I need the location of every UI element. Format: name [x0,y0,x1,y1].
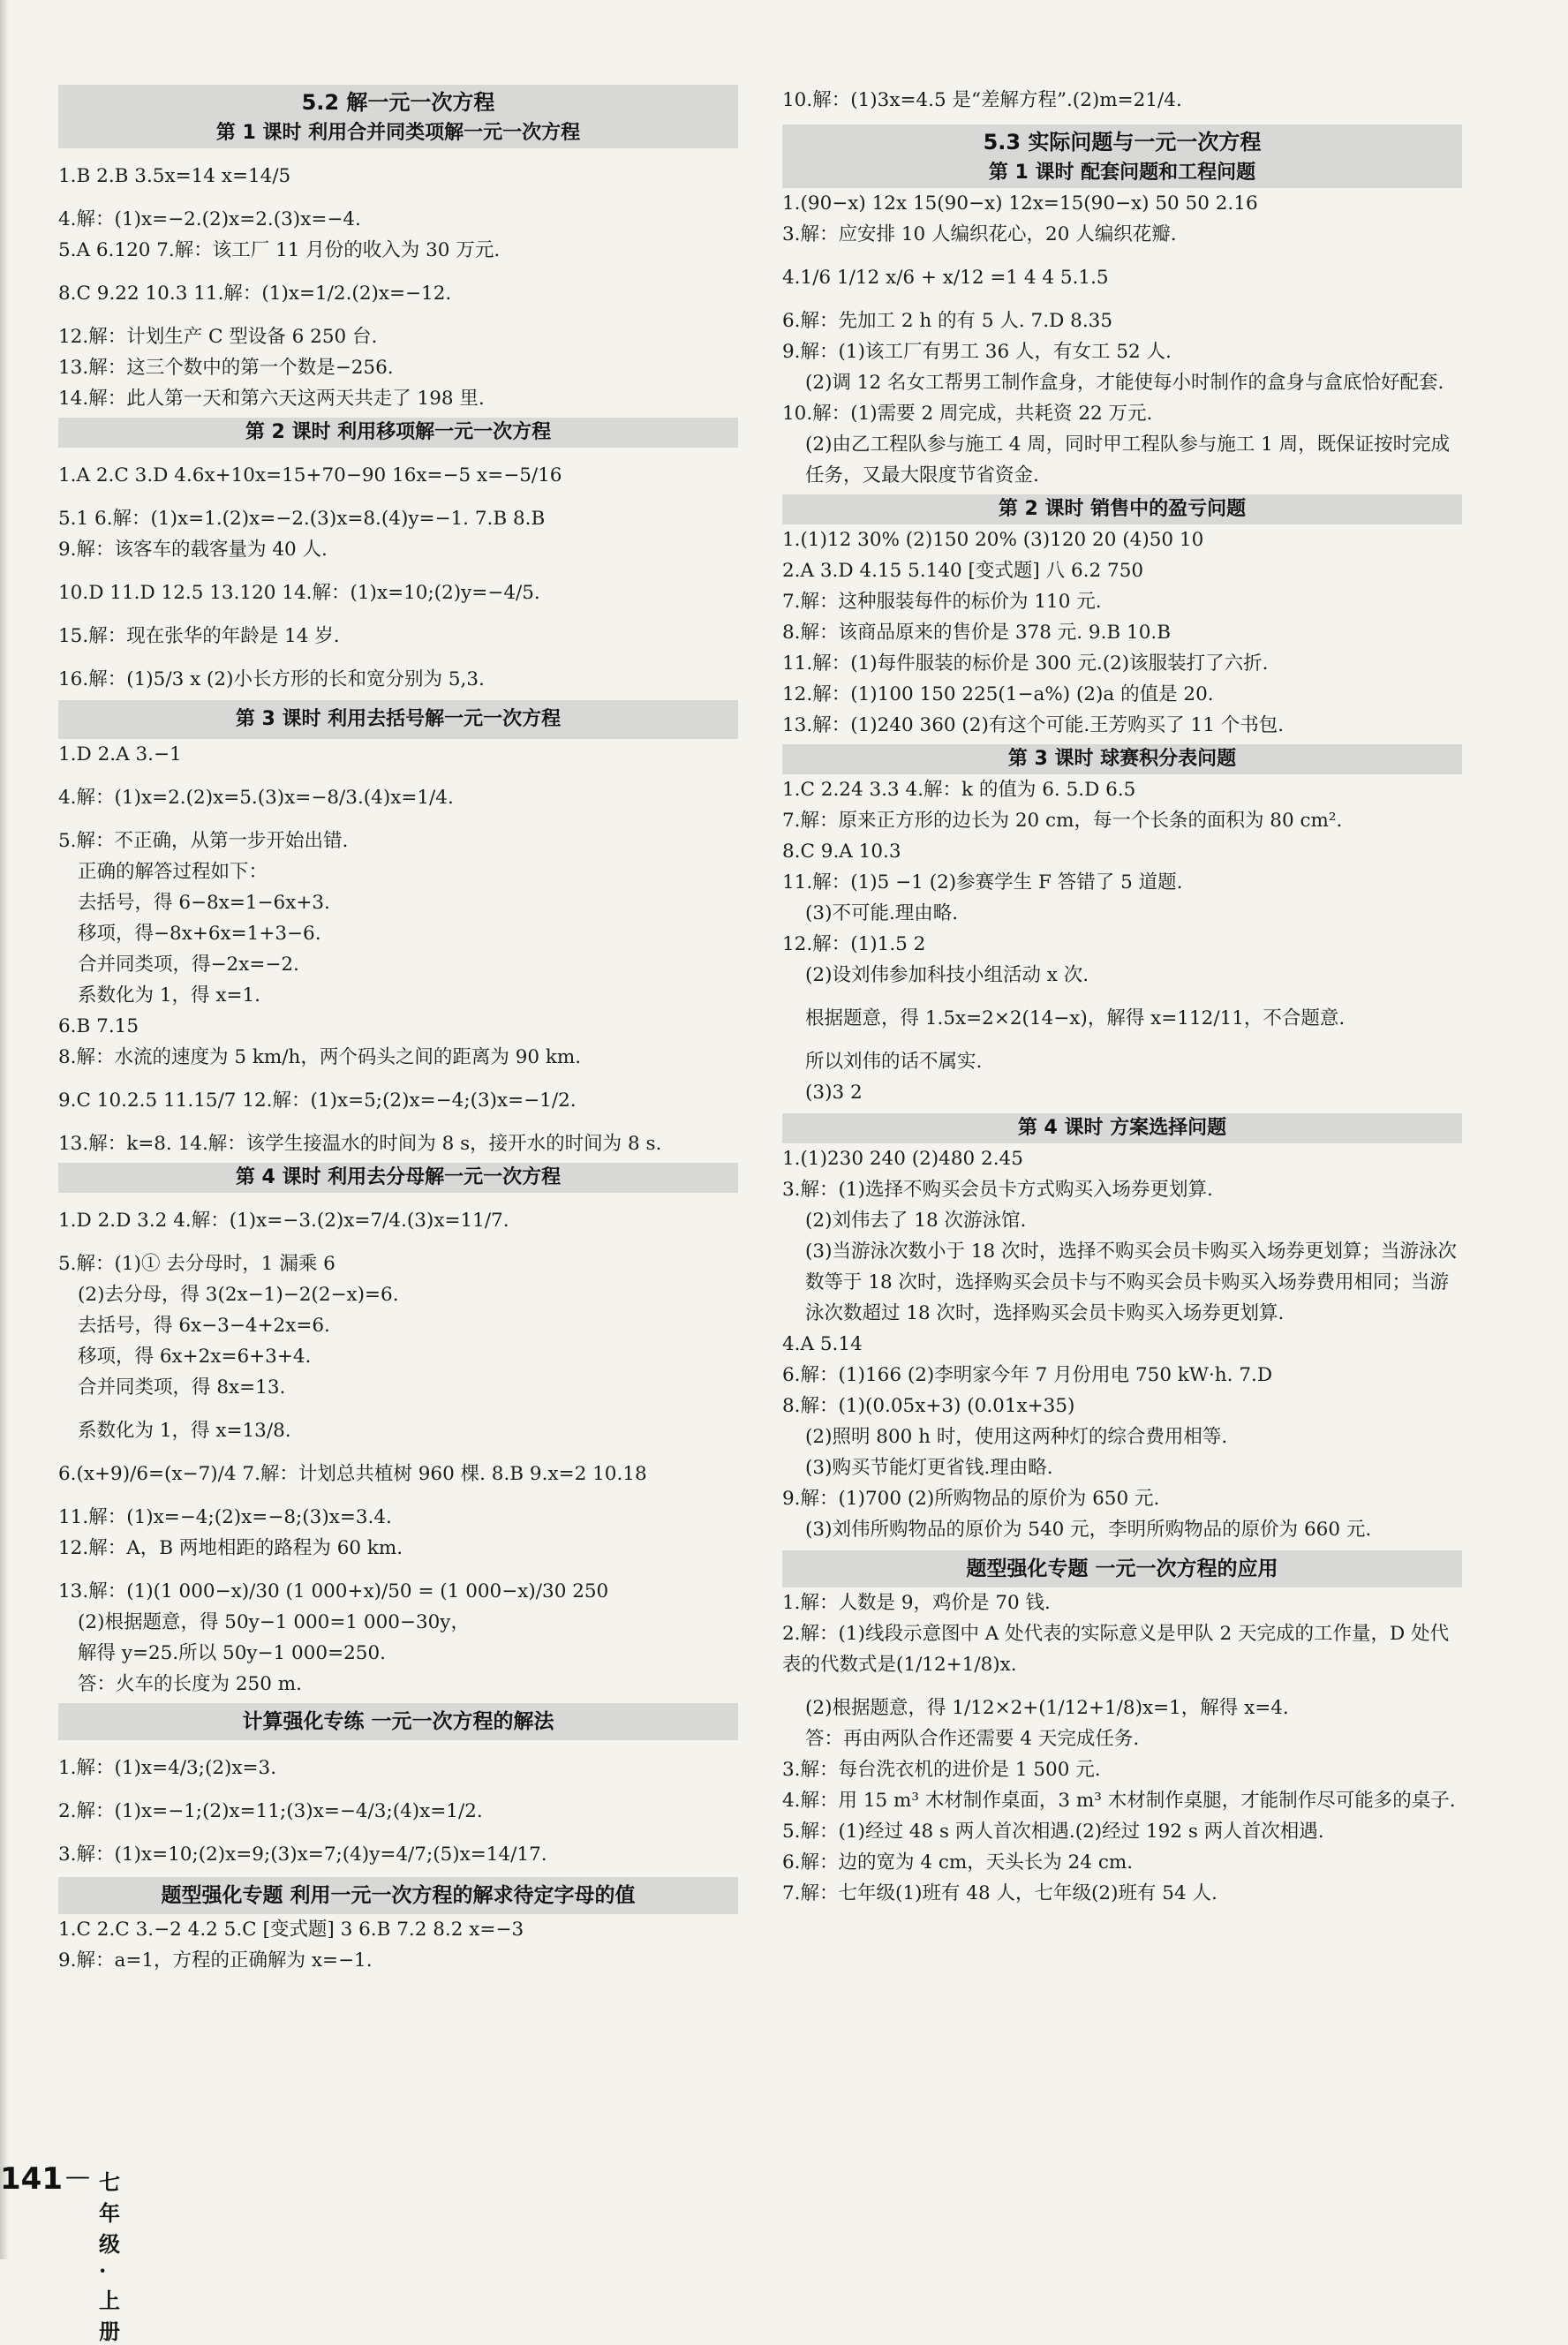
answer-line: 7.解：原来正方形的边长为 20 cm，每一个长条的面积为 80 cm². [782,810,1343,832]
application-topic-section [782,1550,1462,1909]
answer-line: 解得 y=25.所以 50y−1 000=250. [78,1642,386,1664]
answer-line: 1.C 2.C 3.−2 4.2 5.C [变式题] 3 6.B 7.2 8.2 x=−3 [58,1919,524,1941]
answer-line: 6.(x+9)/6=(x−7)/4 7.解：计划总共植树 960 棵. 8.B 9.x=2 10.18 [58,1463,647,1485]
grade-label: 七年级 · 上册 [99,2169,120,2344]
answer-line: 8.C 9.A 10.3 [782,841,901,863]
answer-line: 12.解：A，B 两地相距的路程为 60 km. [58,1537,403,1559]
lesson-title: 第 1 课时 利用合并同类项解一元一次方程 [215,122,581,144]
answer-line: 去括号，得 6x−3−4+2x=6. [78,1315,330,1337]
answer-line: 9.解：该客车的载客量为 40 人. [58,539,328,561]
section-title: 题型强化专题 利用一元一次方程的解求待定字母的值 [58,1877,738,1914]
answer-line: 5.解：不正确，从第一步开始出错. [58,830,349,852]
answer-line: 移项，得−8x+6x=1+3−6. [78,923,321,945]
answer-line: (2)调 12 名女工帮男工制作盒身，才能使每小时制作的盒身与盒底恰好配套. [805,372,1444,394]
answer-line: 4.1/6 1/12 x/6 + x/12 =1 4 4 5.1.5 [782,267,1109,289]
answer-line: 2.解：(1)x=−1;(2)x=11;(3)x=−4/3;(4)x=1/2. [58,1800,483,1822]
answer-line: 答：火车的长度为 250 m. [78,1673,302,1695]
answer-line: 4.解：(1)x=2.(2)x=5.(3)x=−8/3.(4)x=1/4. [58,787,454,809]
answer-line: 6.B 7.15 [58,1015,139,1037]
answer-line: 11.解：(1)每件服装的标价是 300 元.(2)该服装打了六折. [782,652,1269,675]
answer-line: 根据题意，得 1.5x=2×2(14−x)，解得 x=112/11，不合题意. [805,1007,1346,1029]
right-column [782,85,1462,1909]
answer-line: 正确的解答过程如下： [78,861,268,883]
answer-line: 2.A 3.D 4.15 5.140 [变式题] 八 6.2 750 [782,560,1144,582]
answer-line: 移项，得 6x+2x=6+3+4. [78,1346,312,1368]
calc-practice-section [58,1703,738,1870]
answer-line: 3.解：每台洗衣机的进价是 1 500 元. [782,1759,1101,1781]
answer-line: 11.解：(1)5 −1 (2)参赛学生 F 答错了 5 道题. [782,871,1183,894]
answer-line: 14.解：此人第一天和第六天这两天共走了 198 里. [58,388,485,410]
answer-line: 4.A 5.14 [782,1333,863,1355]
answer-line: 1.解：人数是 9，鸡价是 70 钱. [782,1592,1051,1614]
answer-line: 6.解：先加工 2 h 的有 5 人. 7.D 8.35 [782,310,1113,332]
answer-line: 10.解：(1)需要 2 周完成，共耗资 22 万元. [782,403,1153,425]
answer-line: 8.解：该商品原来的售价是 378 元. 9.B 10.B [782,622,1172,644]
answer-line: 1.解：(1)x=4/3;(2)x=3. [58,1757,277,1779]
answer-line: 8.解：(1)(0.05x+3) (0.01x+35) [782,1395,1075,1417]
lesson-title: 第 3 课时 球赛积分表问题 [782,744,1462,774]
answer-line: 13.解：(1)240 360 (2)有这个可能.王芳购买了 11 个书包. [782,714,1285,736]
answer-line: (2)去分母，得 3(2x−1)−2(2−x)=6. [78,1284,399,1306]
answer-line: (2)根据题意，得 1/12×2+(1/12+1/8)x=1，解得 x=4. [805,1697,1289,1719]
answer-line: 13.解：(1)(1 000−x)/30 (1 000+x)/50 = (1 000−x)/30 250 [58,1580,609,1602]
answer-line: 所以刘伟的话不属实. [805,1051,983,1073]
answer-line: (2)设刘伟参加科技小组活动 x 次. [805,964,1089,986]
answer-line: 6.解：边的宽为 4 cm，天头长为 24 cm. [782,1851,1134,1874]
answer-line: 1.(1)12 30% (2)150 20% (3)120 20 (4)50 10 [782,529,1204,551]
answer-line: 12.解：(1)1.5 2 [782,933,926,955]
answer-line: (2)刘伟去了 18 次游泳馆. [805,1210,1027,1232]
answer-line: 9.解：a=1，方程的正确解为 x=−1. [58,1949,373,1972]
answer-line: 7.解：这种服装每件的标价为 110 元. [782,591,1102,613]
answer-line: 1.A 2.C 3.D 4.6x+10x=15+70−90 16x=−5 x=−5/16 [58,464,562,486]
answer-line: (3)3 2 [805,1082,863,1104]
answer-line: (2)由乙工程队参与施工 4 周，同时甲工程队参与施工 1 周，既保证按时完成任务，又最大限度节省资金. [805,434,1451,486]
answer-line: 5.A 6.120 7.解：该工厂 11 月份的收入为 30 万元. [58,239,501,261]
answer-line: 1.D 2.D 3.2 4.解：(1)x=−3.(2)x=7/4.(3)x=11/7. [58,1210,509,1232]
answer-line: 8.C 9.22 10.3 11.解：(1)x=1/2.(2)x=−12. [58,283,452,305]
left-column [58,85,738,1976]
answer-line: 9.C 10.2.5 11.15/7 12.解：(1)x=5;(2)x=−4;(3)x=−1/2. [58,1090,577,1112]
answer-line: 1.(90−x) 12x 15(90−x) 12x=15(90−x) 50 50 2.16 [782,192,1258,215]
answer-line: 答：再由两队合作还需要 4 天完成任务. [805,1728,1140,1750]
answer-line: 1.B 2.B 3.5x=14 x=14/5 [58,165,291,187]
lesson-title: 第 4 课时 利用去分母解一元一次方程 [58,1163,738,1193]
answer-line: 11.解：(1)x=−4;(2)x=−8;(3)x=3.4. [58,1506,392,1528]
answer-line: 1.C 2.24 3.3 4.解：k 的值为 6. 5.D 6.5 [782,779,1136,801]
lesson-title: 第 2 课时 利用移项解一元一次方程 [58,418,738,448]
answer-line: 6.解：(1)166 (2)李明家今年 7 月份用电 750 kW·h. 7.D [782,1364,1273,1386]
section-title: 5.2 解一元一次方程 [301,90,495,115]
answer-line: 1.D 2.A 3.−1 [58,743,182,765]
lesson-title: 第 1 课时 配套问题和工程问题 [988,162,1256,184]
answer-line: (2)根据题意，得 50y−1 000=1 000−30y， [78,1611,470,1633]
answer-line: 4.解：(1)x=−2.(2)x=2.(3)x=−4. [58,208,361,230]
answer-line: 7.解：七年级(1)班有 48 人，七年级(2)班有 54 人. [782,1882,1217,1904]
answer-line: 3.解：(1)选择不购买会员卡方式购买入场券更划算. [782,1179,1213,1201]
special-topic-section [58,1877,738,1976]
answer-line: 合并同类项，得 8x=13. [78,1376,286,1399]
answer-line: 1.(1)230 240 (2)480 2.45 [782,1148,1023,1170]
footer-dash: — [65,2161,90,2190]
answer-line: 5.1 6.解：(1)x=1.(2)x=−2.(3)x=8.(4)y=−1. 7.B 8.B [58,508,546,530]
answer-line: 15.解：现在张华的年龄是 14 岁. [58,625,340,647]
answer-line: (3)购买节能灯更省钱.理由略. [805,1457,1053,1479]
answer-line: 9.解：(1)700 (2)所购物品的原价为 650 元. [782,1488,1160,1510]
lesson-title: 第 4 课时 方案选择问题 [782,1113,1462,1143]
answer-line: 3.解：(1)x=10;(2)x=9;(3)x=7;(4)y=4/7;(5)x=14/17. [58,1844,547,1866]
answer-line: 5.解：(1)① 去分母时，1 漏乘 6 [58,1253,335,1275]
page-edge-shadow [0,0,9,2259]
answer-line: 系数化为 1，得 x=13/8. [78,1420,291,1442]
answer-line: 10.D 11.D 12.5 13.120 14.解：(1)x=10;(2)y=−4/5. [58,582,540,604]
answer-line: 12.解：(1)100 150 225(1−a%) (2)a 的值是 20. [782,683,1214,705]
answer-line: 10.解：(1)3x=4.5 是“差解方程”.(2)m=21/4. [782,89,1182,111]
answer-line: 3.解：应安排 10 人编织花心，20 人编织花瓣. [782,223,1177,245]
answer-line: (3)刘伟所购物品的原价为 540 元，李明所购物品的原价为 660 元. [805,1519,1372,1541]
answer-line: 9.解：(1)该工厂有男工 36 人，有女工 52 人. [782,341,1172,363]
lesson-title: 第 3 课时 利用去括号解一元一次方程 [58,700,738,739]
answer-line: (2)照明 800 h 时，使用这两种灯的综合费用相等. [805,1426,1228,1448]
answer-line: 合并同类项，得−2x=−2. [78,954,299,976]
answer-line: 13.解：k=8. 14.解：该学生接温水的时间为 8 s，接开水的时间为 8 s. [58,1133,662,1155]
answer-line: 12.解：计划生产 C 型设备 6 250 台. [58,326,378,348]
answer-line: 16.解：(1)5/3 x (2)小长方形的长和宽分别为 5,3. [58,668,485,690]
page-number: 141 [0,2161,63,2197]
section-title: 5.3 实际问题与一元一次方程 [983,130,1262,155]
answer-line: (3)不可能.理由略. [805,902,959,924]
answer-line: 去括号，得 6−8x=1−6x+3. [78,892,330,914]
answer-line: 2.解：(1)线段示意图中 A 处代表的实际意义是甲队 2 天完成的工作量，D 处代表的代数式是(1/12+1/8)x. [782,1623,1450,1676]
section-5-3 [782,124,1462,1545]
answer-line: 4.解：用 15 m³ 木材制作桌面，3 m³ 木材制作桌腿，才能制作尽可能多的桌子. [782,1790,1456,1812]
answer-line: 5.解：(1)经过 48 s 两人首次相遇.(2)经过 192 s 两人首次相遇. [782,1821,1324,1843]
section-title: 计算强化专练 一元一次方程的解法 [58,1703,738,1740]
section-5-2-header [58,85,738,148]
section-5-2 [58,85,738,1700]
section-title: 题型强化专题 一元一次方程的应用 [782,1550,1462,1587]
answer-line: 8.解：水流的速度为 5 km/h，两个码头之间的距离为 90 km. [58,1046,582,1068]
lesson-title: 第 2 课时 销售中的盈亏问题 [782,494,1462,524]
section-5-3-header [782,124,1462,188]
answer-line: 系数化为 1，得 x=1. [78,984,261,1007]
answer-line: 13.解：这三个数中的第一个数是−256. [58,357,394,379]
answer-line: (3)当游泳次数小于 18 次时，选择不购买会员卡购买入场券更划算；当游泳次数等于 18 次时，选择购买会员卡与不购买会员卡购买入场券费用相同；当游泳次数超过 18 次时，选择购买会员卡购买入场券更划算. [805,1240,1457,1324]
